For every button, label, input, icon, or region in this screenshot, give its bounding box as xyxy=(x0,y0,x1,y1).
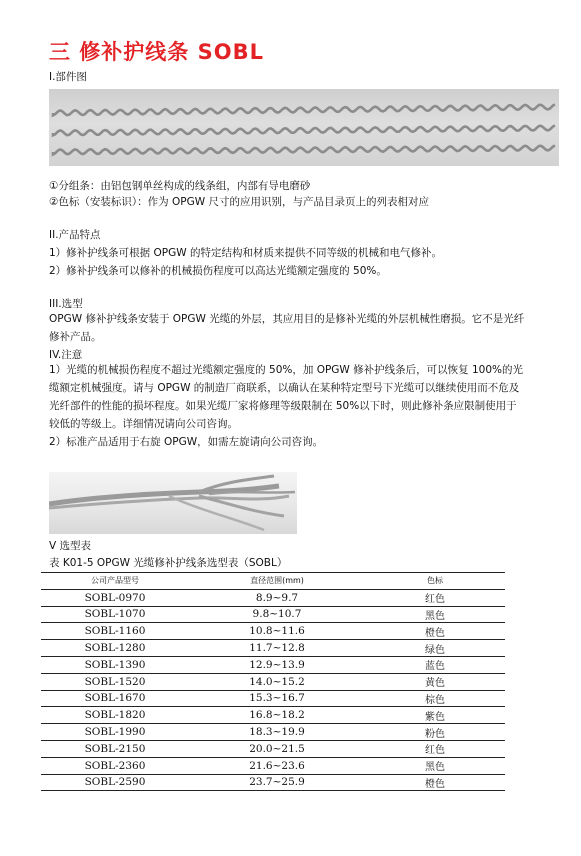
cell-diameter: 10.8~11.6 xyxy=(189,623,365,640)
parts-heading: I.部件图 xyxy=(49,71,87,83)
cell-color: 黄色 xyxy=(365,673,505,690)
table-caption: 表 K01-5 OPGW 光缆修补护线条选型表（SOBL） xyxy=(49,557,288,569)
cell-diameter: 9.8~10.7 xyxy=(189,606,365,623)
table-row xyxy=(41,673,505,690)
cell-model: SOBL-2360 xyxy=(41,757,189,774)
selection-heading: III.选型 xyxy=(49,298,83,310)
cell-diameter: 11.7~12.8 xyxy=(189,640,365,657)
helical-rods-image xyxy=(49,89,559,166)
cell-color: 绿色 xyxy=(365,640,505,657)
notice-item-2: 2）标准产品适用于右旋 OPGW，如需左旋请向公司咨询。 xyxy=(49,436,324,448)
cell-model: SOBL-1520 xyxy=(41,673,189,690)
cell-model: SOBL-1990 xyxy=(41,724,189,741)
table-row xyxy=(41,740,505,757)
cell-color: 红色 xyxy=(365,740,505,757)
page-title: 三 修补护线条 SOBL xyxy=(49,40,264,64)
helical-rod xyxy=(53,126,555,136)
table-header-row xyxy=(41,573,505,590)
table-row xyxy=(41,589,505,606)
cell-color: 蓝色 xyxy=(365,656,505,673)
features-heading: II.产品特点 xyxy=(49,229,101,241)
table-row xyxy=(41,640,505,657)
feature-item-2: 2）修补护线条可以修补的机械损伤程度可以高达光缆额定强度的 50%。 xyxy=(49,265,387,277)
column-header-color: 色标 xyxy=(365,573,505,590)
cell-color: 橙色 xyxy=(365,623,505,640)
notice-heading: IV.注意 xyxy=(49,349,83,361)
helical-rod xyxy=(53,146,555,155)
cell-diameter: 16.8~18.2 xyxy=(189,707,365,724)
cell-model: SOBL-1160 xyxy=(41,623,189,640)
cell-color: 棕色 xyxy=(365,690,505,707)
cell-model: SOBL-1390 xyxy=(41,656,189,673)
cell-model: SOBL-1820 xyxy=(41,707,189,724)
table-row xyxy=(41,623,505,640)
installed-rod-photo xyxy=(49,472,297,534)
cell-diameter: 8.9~9.7 xyxy=(189,589,365,606)
parts-photo xyxy=(49,89,559,166)
table-row xyxy=(41,690,505,707)
column-header-model: 公司产品型号 xyxy=(41,573,189,590)
installed-rod-image xyxy=(49,472,297,534)
column-header-diameter: 直径范围(mm) xyxy=(189,573,365,590)
cell-diameter: 12.9~13.9 xyxy=(189,656,365,673)
feature-item-1: 1）修补护线条可根据 OPGW 的特定结构和材质来提供不同等级的机械和电气修补。 xyxy=(49,247,442,259)
table-row xyxy=(41,757,505,774)
table-row xyxy=(41,707,505,724)
cell-model: SOBL-2590 xyxy=(41,774,189,791)
cell-color: 紫色 xyxy=(365,707,505,724)
table-row xyxy=(41,774,505,791)
cell-model: SOBL-1280 xyxy=(41,640,189,657)
cell-color: 黑色 xyxy=(365,606,505,623)
table-row xyxy=(41,606,505,623)
parts-note-1: ①分组条：由铝包钢单丝构成的线条组，内部有导电磨砂 xyxy=(49,180,311,192)
cell-color: 橙色 xyxy=(365,774,505,791)
cell-model: SOBL-1070 xyxy=(41,606,189,623)
helical-rod xyxy=(53,105,555,116)
cell-diameter: 18.3~19.9 xyxy=(189,724,365,741)
cell-diameter: 23.7~25.9 xyxy=(189,774,365,791)
table-row xyxy=(41,724,505,741)
table-row xyxy=(41,656,505,673)
cell-model: SOBL-0970 xyxy=(41,589,189,606)
cell-model: SOBL-1670 xyxy=(41,690,189,707)
table-heading: V 选型表 xyxy=(49,540,92,552)
parts-note-2: ②色标（安装标识）：作为 OPGW 尺寸的应用识别，与产品目录页上的列表相对应 xyxy=(49,196,429,208)
notice-item-1: 1）光缆的机械损伤程度不超过光缆额定强度的 50%，加 OPGW 修补护线条后，可以恢复 100%的光缆额定机械强度。请与 OPGW 的制造厂商联系，以确认在某种特定型号下光缆可以继续使用而不危及光纤部件的性能的损坏程度。如果光缆厂家将修理等级限制在 50%以下时，则此修补条应限制使用于较低的等级上。详细情况请向公司咨询。 xyxy=(49,364,524,430)
cell-diameter: 15.3~16.7 xyxy=(189,690,365,707)
cell-color: 黑色 xyxy=(365,757,505,774)
cell-diameter: 14.0~15.2 xyxy=(189,673,365,690)
cell-color: 红色 xyxy=(365,589,505,606)
cell-diameter: 21.6~23.6 xyxy=(189,757,365,774)
cell-model: SOBL-2150 xyxy=(41,740,189,757)
cell-color: 粉色 xyxy=(365,724,505,741)
selection-table xyxy=(41,572,505,791)
cell-diameter: 20.0~21.5 xyxy=(189,740,365,757)
selection-text: OPGW 修补护线条安装于 OPGW 光缆的外层，其应用目的是修补光缆的外层机械性磨损。它不是光纤修补产品。 xyxy=(49,313,525,343)
